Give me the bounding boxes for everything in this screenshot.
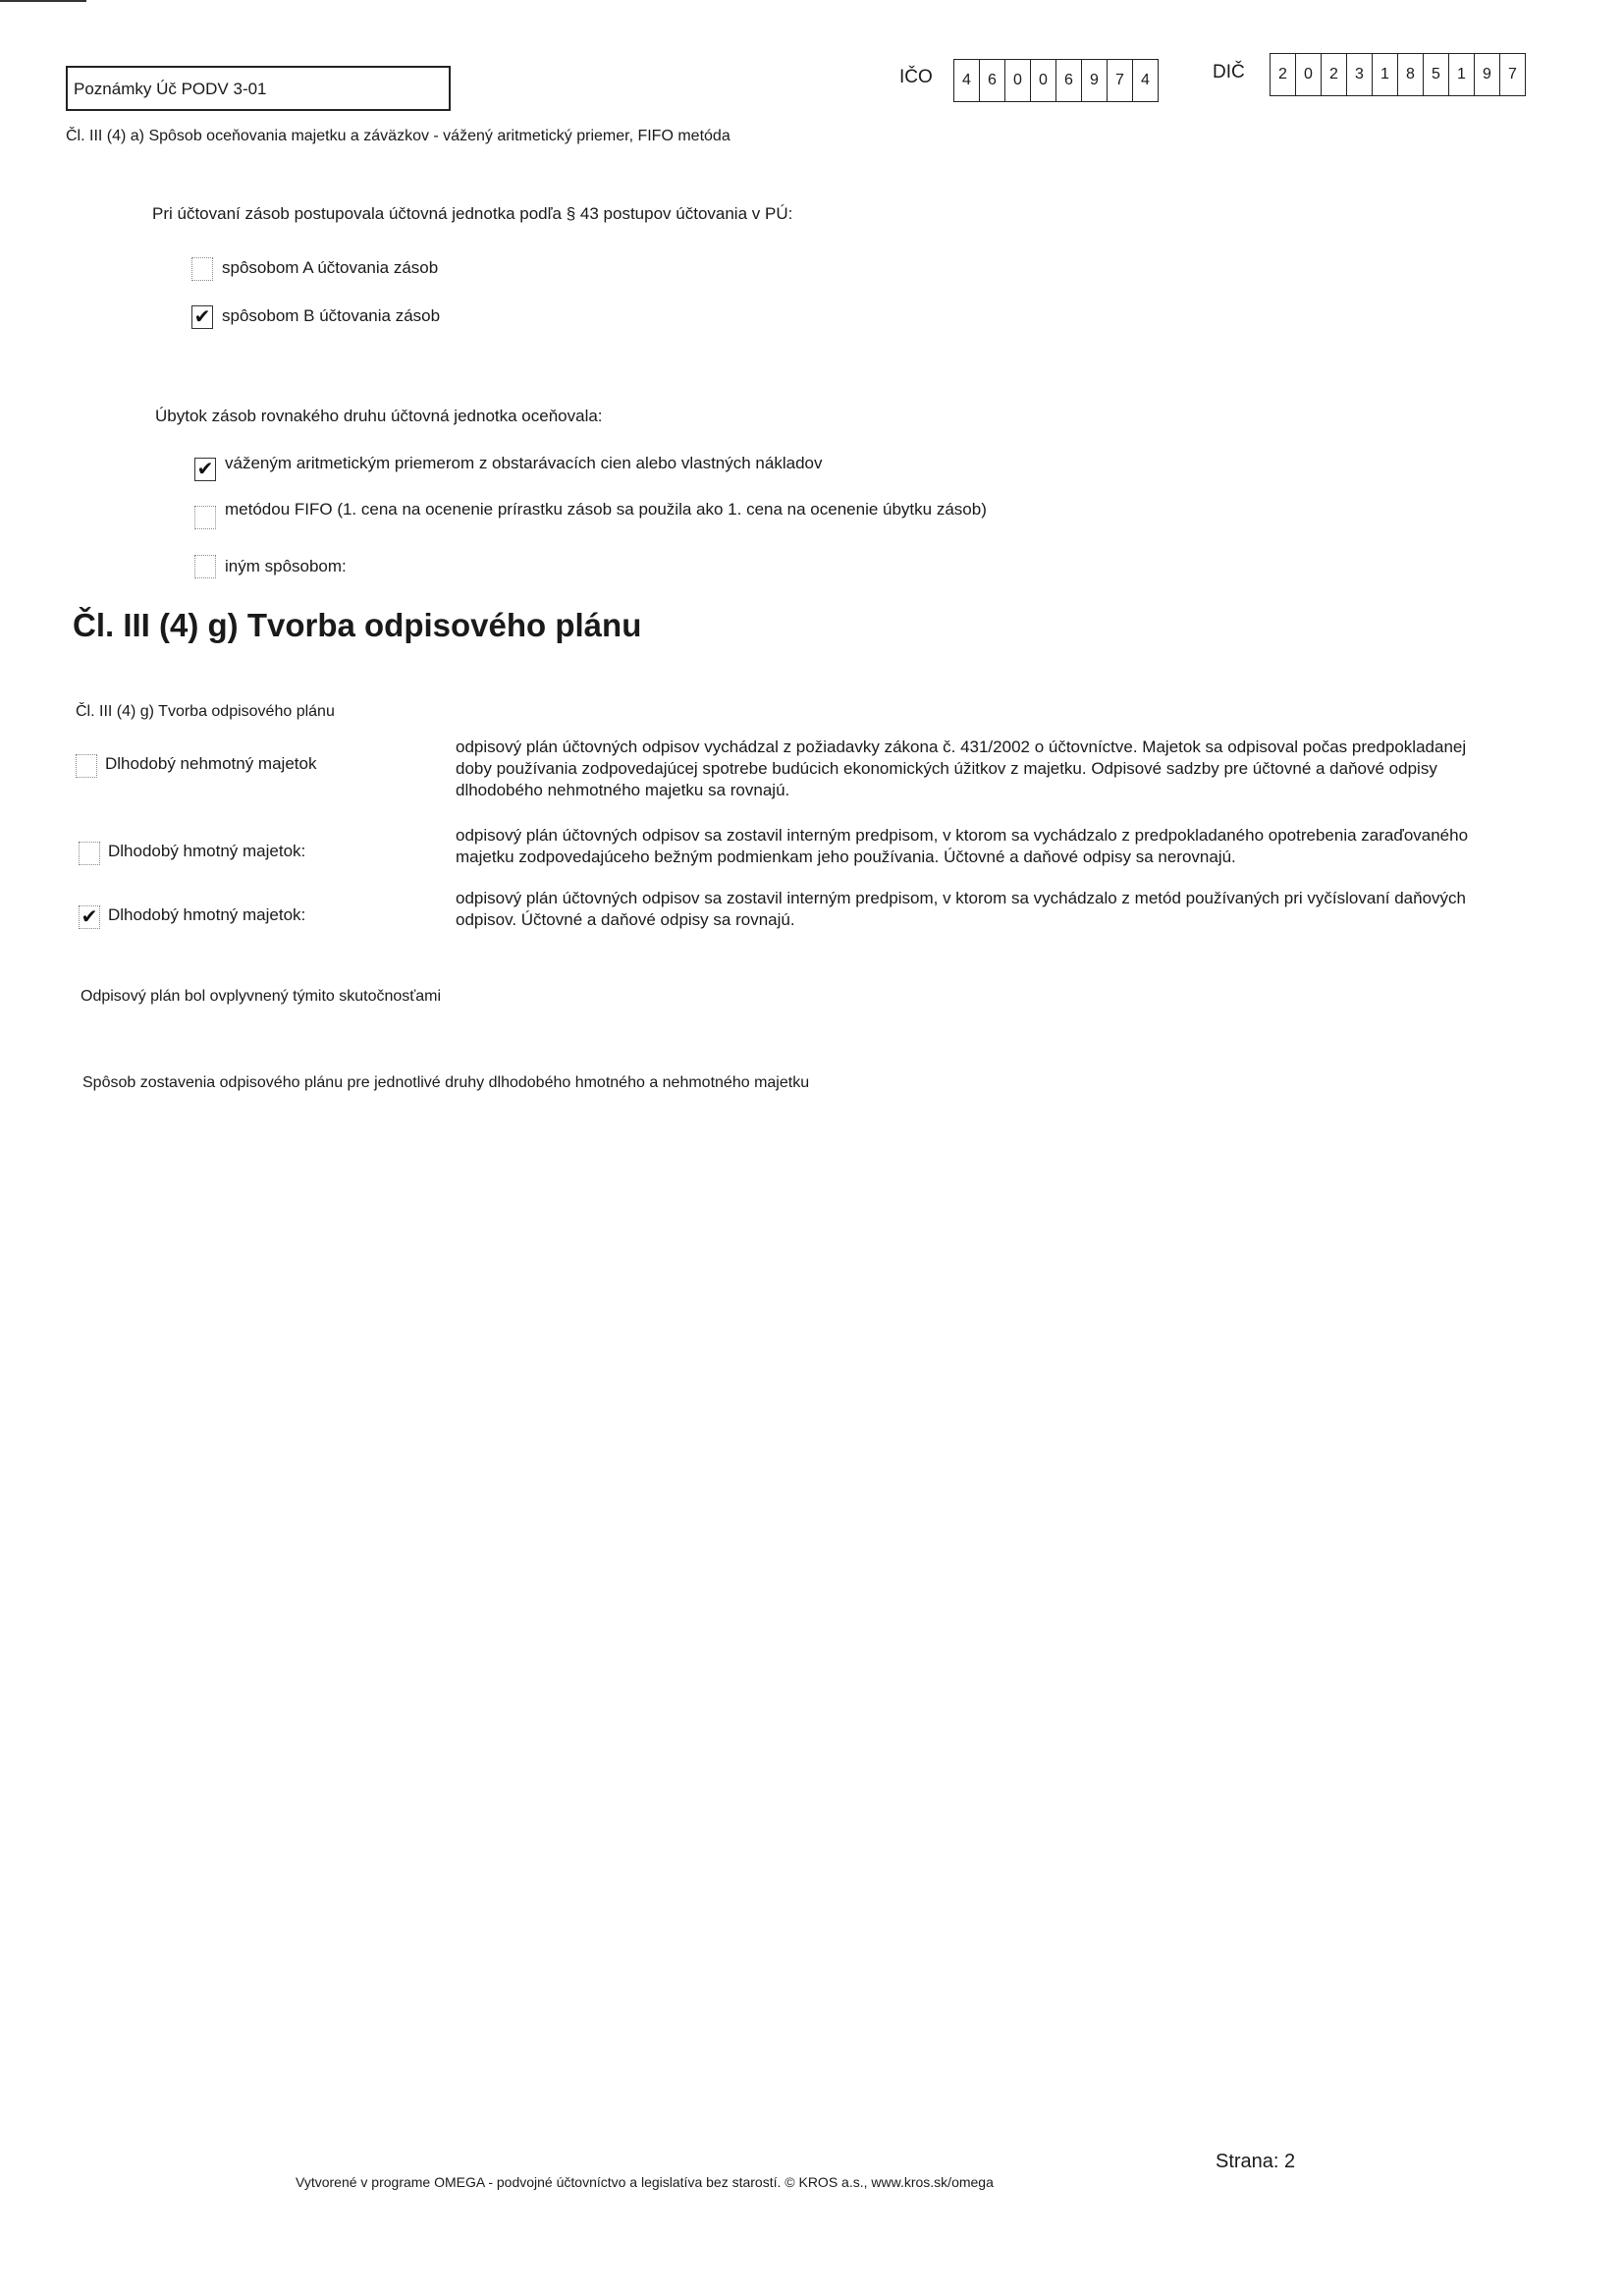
tangible-assets-description-1: odpisový plán účtovných odpisov sa zostavil interným predpisom, v ktorom sa vychádzalo z predpokladaného opotrebenia zaraďovaného majetku zodpovedajúceho bežným podmienkam jeho používania. Účtovné a daňové odpisy sa nerovnajú. <box>456 826 1469 866</box>
section-g-subtitle: Čl. III (4) g) Tvorba odpisového plánu <box>76 703 335 720</box>
dic-digit-boxes <box>1270 53 1526 96</box>
tangible-assets-checkbox-2[interactable]: ✔ <box>79 905 100 929</box>
other-method-checkbox[interactable] <box>194 555 216 578</box>
dic-digit: 0 <box>1296 54 1322 95</box>
page-number: Strana: 2 <box>1216 2151 1296 2172</box>
dic-digit: 5 <box>1424 54 1449 95</box>
top-edge-line <box>0 0 86 2</box>
dic-digit: 8 <box>1398 54 1424 95</box>
tangible-assets-description-2: odpisový plán účtovných odpisov sa zostavil interným predpisom, v ktorom sa vychádzalo z metód používaných pri vyčíslovaní daňových odpisov. Účtovné a daňové odpisy sa rovnajú. <box>456 889 1466 929</box>
ico-digit: 4 <box>954 60 980 101</box>
dic-digit: 1 <box>1373 54 1398 95</box>
tangible-assets-label-1: Dlhodobý hmotný majetok: <box>108 842 306 860</box>
valuation-intro: Úbytok zásob rovnakého druhu účtovná jednotka oceňovala: <box>155 407 603 425</box>
ico-digit: 7 <box>1108 60 1133 101</box>
section-a-title: Čl. III (4) a) Spôsob oceňovania majetku a záväzkov - vážený aritmetický priemer, FIFO metóda <box>66 128 730 144</box>
method-b-label: spôsobom B účtovania zásob <box>222 306 441 325</box>
dic-digit: 2 <box>1322 54 1347 95</box>
ico-digit-boxes <box>953 59 1159 102</box>
dic-digit: 9 <box>1475 54 1500 95</box>
weighted-average-label: váženým aritmetickým priemerom z obstarávacích cien alebo vlastných nákladov <box>225 454 823 472</box>
section-g-heading: Čl. III (4) g) Tvorba odpisového plánu <box>73 607 642 643</box>
method-a-checkbox[interactable] <box>191 257 213 281</box>
ico-label: IČO <box>899 67 933 87</box>
tangible-assets-checkbox-1[interactable] <box>79 842 100 865</box>
footer-credit: Vytvorené v programe OMEGA - podvojné účtovníctvo a legislatíva bez starostí. © KROS a.s., www.kros.sk/omega <box>296 2174 994 2190</box>
dic-digit: 2 <box>1271 54 1296 95</box>
other-method-label: iným spôsobom: <box>225 557 347 575</box>
method-a-label: spôsobom A účtovania zásob <box>222 258 439 277</box>
fifo-checkbox[interactable] <box>194 506 216 529</box>
ico-digit: 4 <box>1133 60 1159 101</box>
intangible-assets-checkbox[interactable] <box>76 754 97 778</box>
ico-digit: 0 <box>1005 60 1031 101</box>
plan-compilation-method: Spôsob zostavenia odpisového plánu pre jednotlivé druhy dlhodobého hmotného a nehmotného majetku <box>82 1074 810 1091</box>
dic-label: DIČ <box>1213 62 1245 82</box>
intangible-assets-description: odpisový plán účtovných odpisov vychádzal z požiadavky zákona č. 431/2002 o účtovníctve. Majetok sa odpisoval počas predpokladanej doby používania zodpovedajúcej spotrebe budúcich ekonomických úžitkov z majetku. Odpisové sadzby pre účtovné a daňové odpisy dlhodobého nehmotného majetku sa rovnajú. <box>456 738 1467 799</box>
ico-digit: 9 <box>1082 60 1108 101</box>
inventory-intro: Pri účtovaní zásob postupovala účtovná jednotka podľa § 43 postupov účtovania v PÚ: <box>152 204 793 223</box>
dic-digit: 7 <box>1500 54 1526 95</box>
ico-digit: 0 <box>1031 60 1056 101</box>
method-b-checkbox[interactable]: ✔ <box>191 305 213 329</box>
tangible-assets-label-2: Dlhodobý hmotný majetok: <box>108 905 306 924</box>
dic-digit: 3 <box>1347 54 1373 95</box>
ico-digit: 6 <box>1056 60 1082 101</box>
intangible-assets-label: Dlhodobý nehmotný majetok <box>105 754 317 773</box>
weighted-average-checkbox[interactable]: ✔ <box>194 458 216 481</box>
plan-influenced-by: Odpisový plán bol ovplyvnený týmito skutočnosťami <box>81 988 442 1005</box>
dic-digit: 1 <box>1449 54 1475 95</box>
fifo-label: metódou FIFO (1. cena na ocenenie prírastku zásob sa použila ako 1. cena na ocenenie úbytku zásob) <box>225 500 987 519</box>
form-title-box: Poznámky Úč PODV 3-01 <box>66 66 451 111</box>
ico-digit: 6 <box>980 60 1005 101</box>
